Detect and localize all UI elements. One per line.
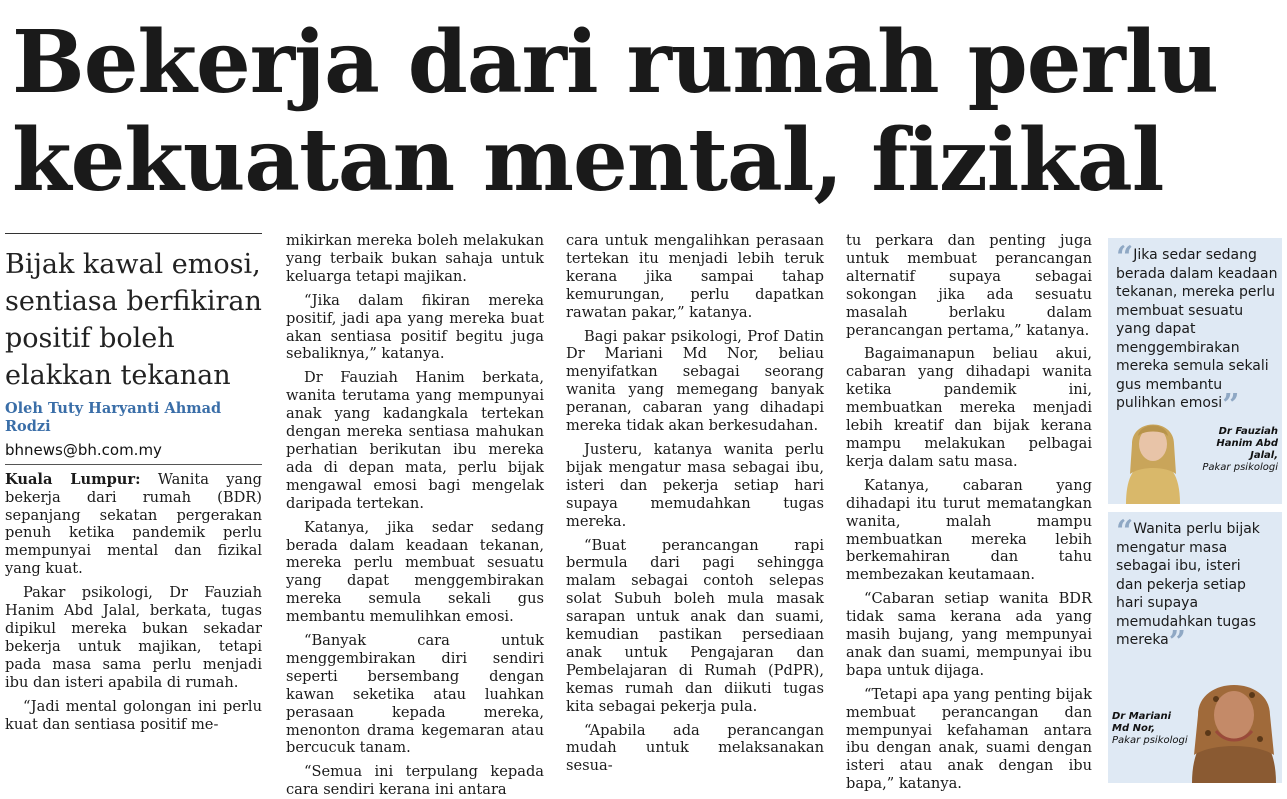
pull-quote-1-text: Jika sedar sedang berada dalam keadaan tekanan, mereka perlu membuat sesuatu yang dapat menggembirakan mereka semula sekali gus membantu pulihkan emosi xyxy=(1116,247,1278,411)
person-2-role: Pakar psikologi xyxy=(1112,735,1188,746)
pull-quote-sidebar xyxy=(1108,238,1282,775)
pull-quote-1 xyxy=(1108,238,1282,504)
person-2-name-line-1: Dr Mariani xyxy=(1112,711,1172,722)
article-column-3 xyxy=(566,232,824,775)
close-quote-icon: ” xyxy=(1222,388,1240,423)
paragraph: Justeru, katanya wanita perlu bijak mengatur masa sebagai ibu, isteri dan pekerja setiap hari supaya memudahkan tugas mereka. xyxy=(566,440,824,530)
close-quote-icon: ” xyxy=(1168,625,1187,660)
article-column-4 xyxy=(846,232,1092,793)
paragraph: “Cabaran setiap wanita BDR tidak sama kerana ada yang masih bujang, yang mempunyai anak dan suami, mempunyai ibu bapa untuk dijaga. xyxy=(846,590,1092,679)
pull-quote-1-body xyxy=(1116,240,1282,423)
pull-quote-2-text: Wanita perlu bijak mengatur masa sebagai ibu, isteri dan pekerja setiap hari supaya memudahkan tugas mereka xyxy=(1116,521,1260,648)
paragraph: Bagaimanapun beliau akui, cabaran yang dihadapi wanita ketika pandemik ini, membuatkan mereka menjadi lebih kreatif dan bijak kerana mampu melakukan pelbagai kerja dalam satu masa. xyxy=(846,345,1092,470)
paragraph: “Buat perancangan rapi bermula dari pagi sehingga malam sebagai contoh selepas solat Subuh boleh mula masak sarapan untuk anak dan suami, kemudian pastikan persediaan anak untuk Pengajaran dan Pembelajaran di Rumah (PdPR), kemas rumah dan diikuti tugas kita sebagai pekerja pula. xyxy=(566,536,824,715)
person-photo-icon xyxy=(1118,404,1188,504)
paragraph: Bagi pakar psikologi, Prof Datin Dr Mariani Md Nor, beliau menyifatkan sebagai seorang wanita yang memegang banyak peranan, cabaran yang dihadapi mereka tidak akan berkesudahan. xyxy=(566,327,824,435)
headline xyxy=(12,14,1282,210)
open-quote-icon: “ xyxy=(1116,514,1134,549)
person-1-name: Dr Fauziah Hanim Abd Jalal, xyxy=(1216,426,1278,461)
deck-subheadline: Bijak kawal emosi, sentiasa berfikiran positif boleh elakkan tekanan xyxy=(5,249,262,391)
portrait-fauziah xyxy=(1118,404,1188,504)
paragraph: “Jika dalam fikiran mereka positif, jadi apa yang mereka buat akan sentiasa positif begitu juga sebaliknya,” katanya. xyxy=(286,291,544,363)
headline-line-2: kekuatan mental, fizikal xyxy=(12,110,1164,211)
portrait-mariani xyxy=(1186,655,1282,783)
paragraph: “Tetapi apa yang penting bijak membuat perancangan dan mempunyai kefahaman antara ibu dengan anak, suami dengan isteri atau anak dengan ibu bapa,” katanya. xyxy=(846,685,1092,793)
paragraph: “Apabila ada perancangan mudah untuk melaksanakan sesua- xyxy=(566,721,824,775)
paragraph: Kuala Lumpur: Wanita yang bekerja dari rumah (BDR) sepanjang sekatan pergerakan penuh ketika pandemik perlu mempunyai mental dan fizikal yang kuat. xyxy=(5,470,262,578)
paragraph: Dr Fauziah Hanim berkata, wanita terutama yang mempunyai anak yang kadangkala tertekan dengan mereka sentiasa mahukan perhatian berikutan ibu mereka ada di depan mata, perlu bijak mengawal emosi bagi mengelak daripada tertekan. xyxy=(286,369,544,512)
pull-quote-2 xyxy=(1108,512,1282,783)
byline: Oleh Tuty Haryanti Ahmad Rodzi xyxy=(5,400,222,435)
paragraph: Pakar psikologi, Dr Fauziah Hanim Abd Jalal, berkata, tugas dipikul mereka bukan sekadar bekerja untuk majikan, tetapi pada masa sama perlu menjadi ibu dan isteri apabila di rumah. xyxy=(5,584,262,691)
paragraph: tu perkara dan penting juga untuk membuat perancangan alternatif supaya sebagai sokongan jika ada sesuatu masalah berlaku dalam perancangan pertama,” katanya. xyxy=(846,232,1092,339)
headline-line-1: Bekerja dari rumah perlu xyxy=(12,12,1218,113)
article-column-2 xyxy=(286,232,544,799)
person-photo-icon xyxy=(1186,655,1282,783)
paragraph: “Jadi mental golongan ini perlu kuat dan sentiasa positif me- xyxy=(5,697,262,733)
paragraph: mikirkan mereka boleh melakukan yang terbaik bukan sahaja untuk keluarga tetapi majikan. xyxy=(286,232,544,285)
open-quote-icon: “ xyxy=(1116,240,1134,275)
credit-fauziah xyxy=(1188,426,1278,474)
article-column-1 xyxy=(5,233,262,776)
person-2-name-line-2: Md Nor, xyxy=(1112,723,1156,734)
credit-mariani xyxy=(1112,711,1192,747)
paragraph: Katanya, cabaran yang dihadapi itu turut mematangkan wanita, malah mampu membuatkan mereka lebih berkemahiran dan tahu membezakan keutamaan. xyxy=(846,476,1092,584)
paragraph: “Semua ini terpulang kepada cara sendiri kerana ini antara xyxy=(286,763,544,799)
paragraph: “Banyak cara untuk menggembirakan diri sendiri seperti bersembang dengan kawan seketika atau luahkan perasaan kepada mereka, menonton drama kegemaran atau bercucuk tanam. xyxy=(286,632,544,757)
top-rule xyxy=(5,233,262,234)
paragraph: cara untuk mengalihkan perasaan tertekan itu menjadi lebih teruk kerana jika sampai tahap kemurungan, perlu dapatkan rawatan pakar,” katanya. xyxy=(566,232,824,321)
paragraph: Katanya, jika sedar sedang berada dalam keadaan tekanan, mereka perlu membuat sesuatu yang dapat menggembirakan mereka semula sekali gus membantu memulihkan emosi. xyxy=(286,518,544,626)
dateline: Kuala Lumpur: xyxy=(5,470,141,488)
person-1-role: Pakar psikologi xyxy=(1202,462,1278,473)
author-email-link[interactable]: bhnews@bh.com.my xyxy=(5,442,262,465)
pull-quote-2-body xyxy=(1116,514,1266,660)
